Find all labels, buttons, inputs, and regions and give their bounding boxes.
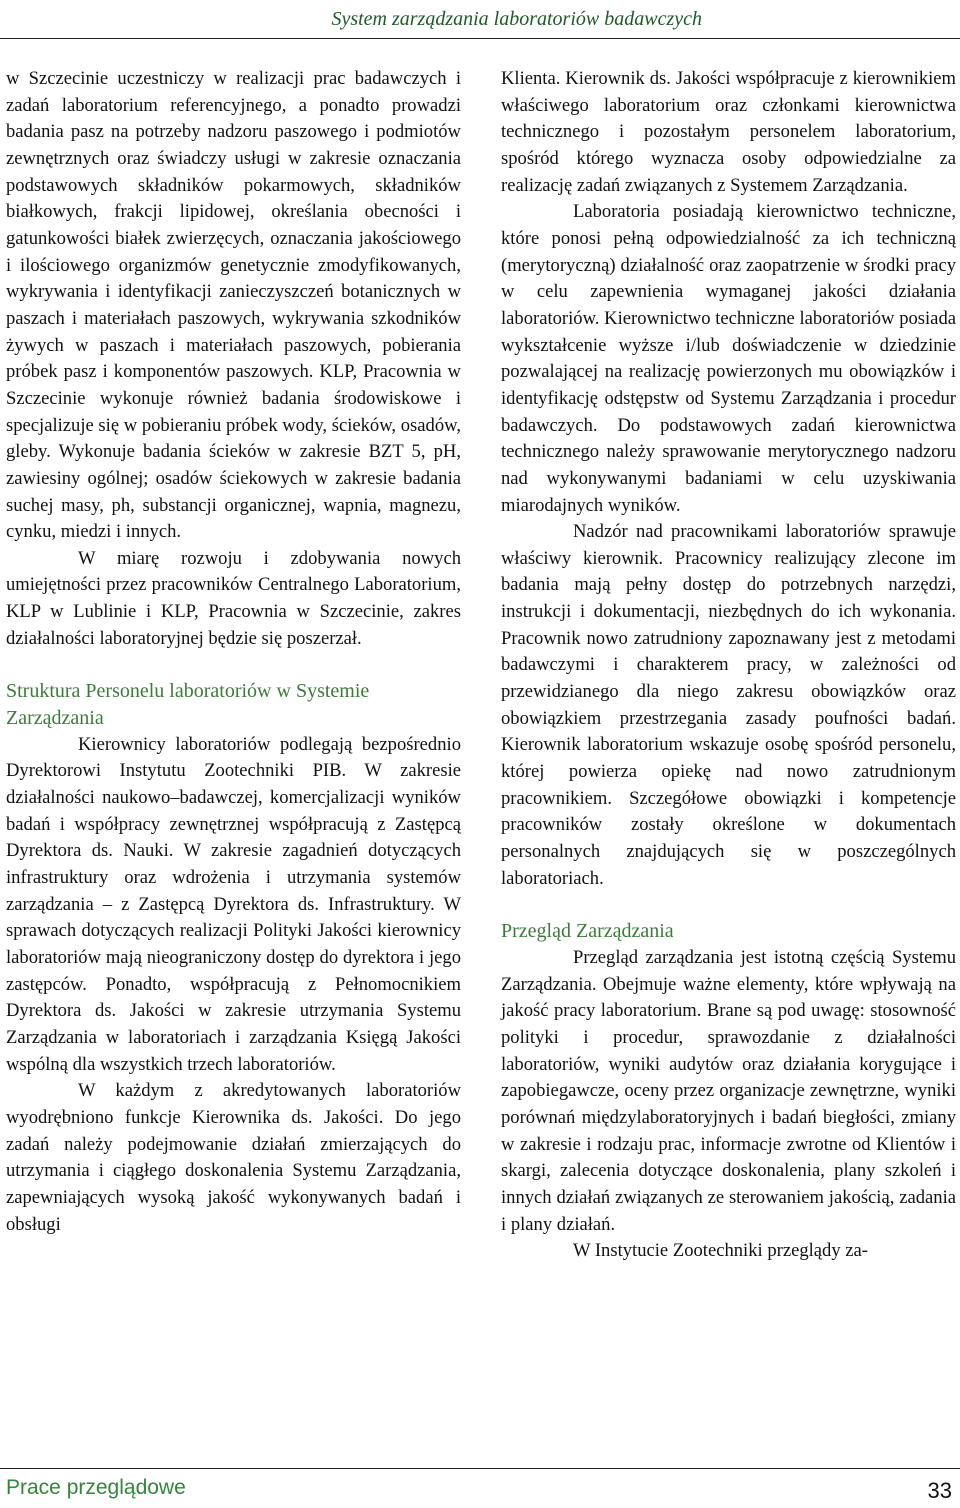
journal-section-label: Prace przeglądowe [6, 1476, 186, 1499]
paragraph: Przegląd zarządzania jest istotną częścią Systemu Zarządzania. Obejmuje ważne elementy, które wpływają na jakość pracy laboratorium. Brane są pod uwagę: stosowność polityki i procedur, sprawozdanie z działalności laboratoriów, wyniki audytów oraz działania korygujące i zapobiegawcze, oceny przez organizacje zewnętrzne, wyniki porównań międzylaboratoryjnych i badań biegłości, zmiany w zakresie i rodzaju prac, informacje zwrotne od Klientów i skargi, zalecenia dotyczące doskonalenia, plany szkoleń i innych działań związanych ze sterowaniem jakością, zadania i plany działań. [501, 947, 956, 1235]
page-header [0, 0, 960, 44]
section-heading-review: Przegląd Zarządzania [501, 920, 674, 943]
paragraph: Nadzór nad pracownikami laboratoriów sprawuje właściwy kierownik. Pracownicy realizujący zlecone im badania mają pełny dostęp do potrzebnych narzędzi, instrukcji i dokumentacji, niezbędnych do ich wykonania. Pracownik nowo zatrudniony zapoznawany jest z metodami badawczymi i charakterem pracy, w zależności od przewidzianego dla niego zakresu obowiązków oraz obowiązkiem przestrzegania zasady poufności badań. Kierownik laboratorium wskazuje osobę spośród personelu, której powierza opiekę nad nowo zatrudnionym pracownikiem. Szczegółowe obowiązki i kompetencje pracowników zostały określone w dokumentach personalnych znajdujących się w poszczególnych laboratoriach. [501, 521, 956, 889]
page-number: 33 [927, 1478, 952, 1503]
right-column [501, 66, 956, 1265]
paragraph: Klienta. Kierownik ds. Jakości współpracuje z kierownikiem właściwego laboratorium oraz członkami kierownictwa technicznego i pozostałym personelem laboratorium, spośród którego wyznacza osoby odpowiedzialne za realizację zadań związanych z Systemem Zarządzania. [501, 68, 956, 196]
paragraph: W miarę rozwoju i zdobywania nowych umiejętności przez pracowników Centralnego Laboratorium, KLP w Lublinie i KLP, Pracownia w Szczecinie, zakres działalności laboratoryjnej będzie się poszerzał. [6, 547, 461, 649]
section-heading-structure: Struktura Personelu laboratoriów w Systemie Zarządzania [6, 680, 370, 730]
footer-divider [0, 1468, 960, 1469]
spacer [6, 652, 461, 678]
page-footer [0, 1460, 960, 1508]
spacer [501, 892, 956, 918]
header-divider [0, 38, 960, 39]
left-column [6, 66, 461, 1238]
paragraph: W Instytucie Zootechniki przeglądy za- [573, 1240, 868, 1262]
paragraph: Kierownicy laboratoriów podlegają bezpośrednio Dyrektorowi Instytutu Zootechniki PIB. W zakresie działalności naukowo–badawczej, komercjalizacji wyników badań i współpracy zewnętrznej współpracują z Zastępcą Dyrektora ds. Nauki. W zakresie zagadnień dotyczących infrastruktury oraz wdrożenia i utrzymania systemów zarządzania – z Zastępcą Dyrektora ds. Infrastruktury. W sprawach dotyczących realizacji Polityki Jakości kierownicy laboratoriów mają nieograniczony dostęp do dyrektora i jego zastępców. Ponadto, współpracują z Pełnomocnikiem Dyrektora ds. Jakości w zakresie utrzymania Systemu Zarządzania w laboratoriach i zarządzania Księgą Jakości wspólną dla wszystkich trzech laboratoriów. [6, 733, 461, 1075]
paragraph: w Szczecinie uczestniczy w realizacji prac badawczych i zadań laboratorium referencyjnego, a ponadto prowadzi badania pasz na potrzeby nadzoru paszowego i podmiotów zewnętrznych oraz świadczy usługi w zakresie oznaczania podstawowych składników pokarmowych, składników białkowych, frakcji lipidowej, określania obecności i gatunkowości białek zwierzęcych, oznaczania jakościowego i ilościowego organizmów genetycznie zmodyfikowanych, wykrywania i identyfikacji zanieczyszczeń botanicznych w paszach i materiałach paszowych, wykrywania szkodników żywych w paszach i materiałach paszowych, pobierania próbek pasz i komponentów paszowych. KLP, Pracownia w Szczecinie wykonuje również badania środowiskowe i specjalizuje się w pobieraniu próbek wody, ścieków, osadów, gleby. Wykonuje badania ścieków w zakresie BZT 5, pH, zawiesiny ogólnej; osadów ściekowych w zakresie badania suchej masy, ph, substancji organicznej, wapnia, magnezu, cynku, miedzi i innych. [6, 68, 461, 543]
paragraph: Laboratoria posiadają kierownictwo techniczne, które ponosi pełną odpowiedzialność za ich techniczną (merytoryczną) działalność oraz zaopatrzenie w środki pracy w celu zapewnienia wymaganej jakości działania laboratoriów. Kierownictwo techniczne laboratoriów posiada wykształcenie wyższe i/lub doświadczenie w dziedzinie pozwalającej na realizację powierzonych mu obowiązków i identyfikację odstępstw od Systemu Zarządzania i procedur badawczych. Do podstawowych zadań kierownictwa technicznego należy sprawowanie merytorycznego nadzoru nad wykonywanymi badaniami w celu uzyskiwania miarodajnych wyników. [501, 201, 956, 516]
running-title: System zarządzania laboratoriów badawczych [331, 8, 702, 30]
paragraph: W każdym z akredytowanych laboratoriów wyodrębniono funkcje Kierownika ds. Jakości. Do jego zadań należy podejmowanie działań zmierzających do utrzymania i ciągłego doskonalenia Systemu Zarządzania, zapewniających wysoką jakość wykonywanych badań i obsługi [6, 1080, 461, 1235]
